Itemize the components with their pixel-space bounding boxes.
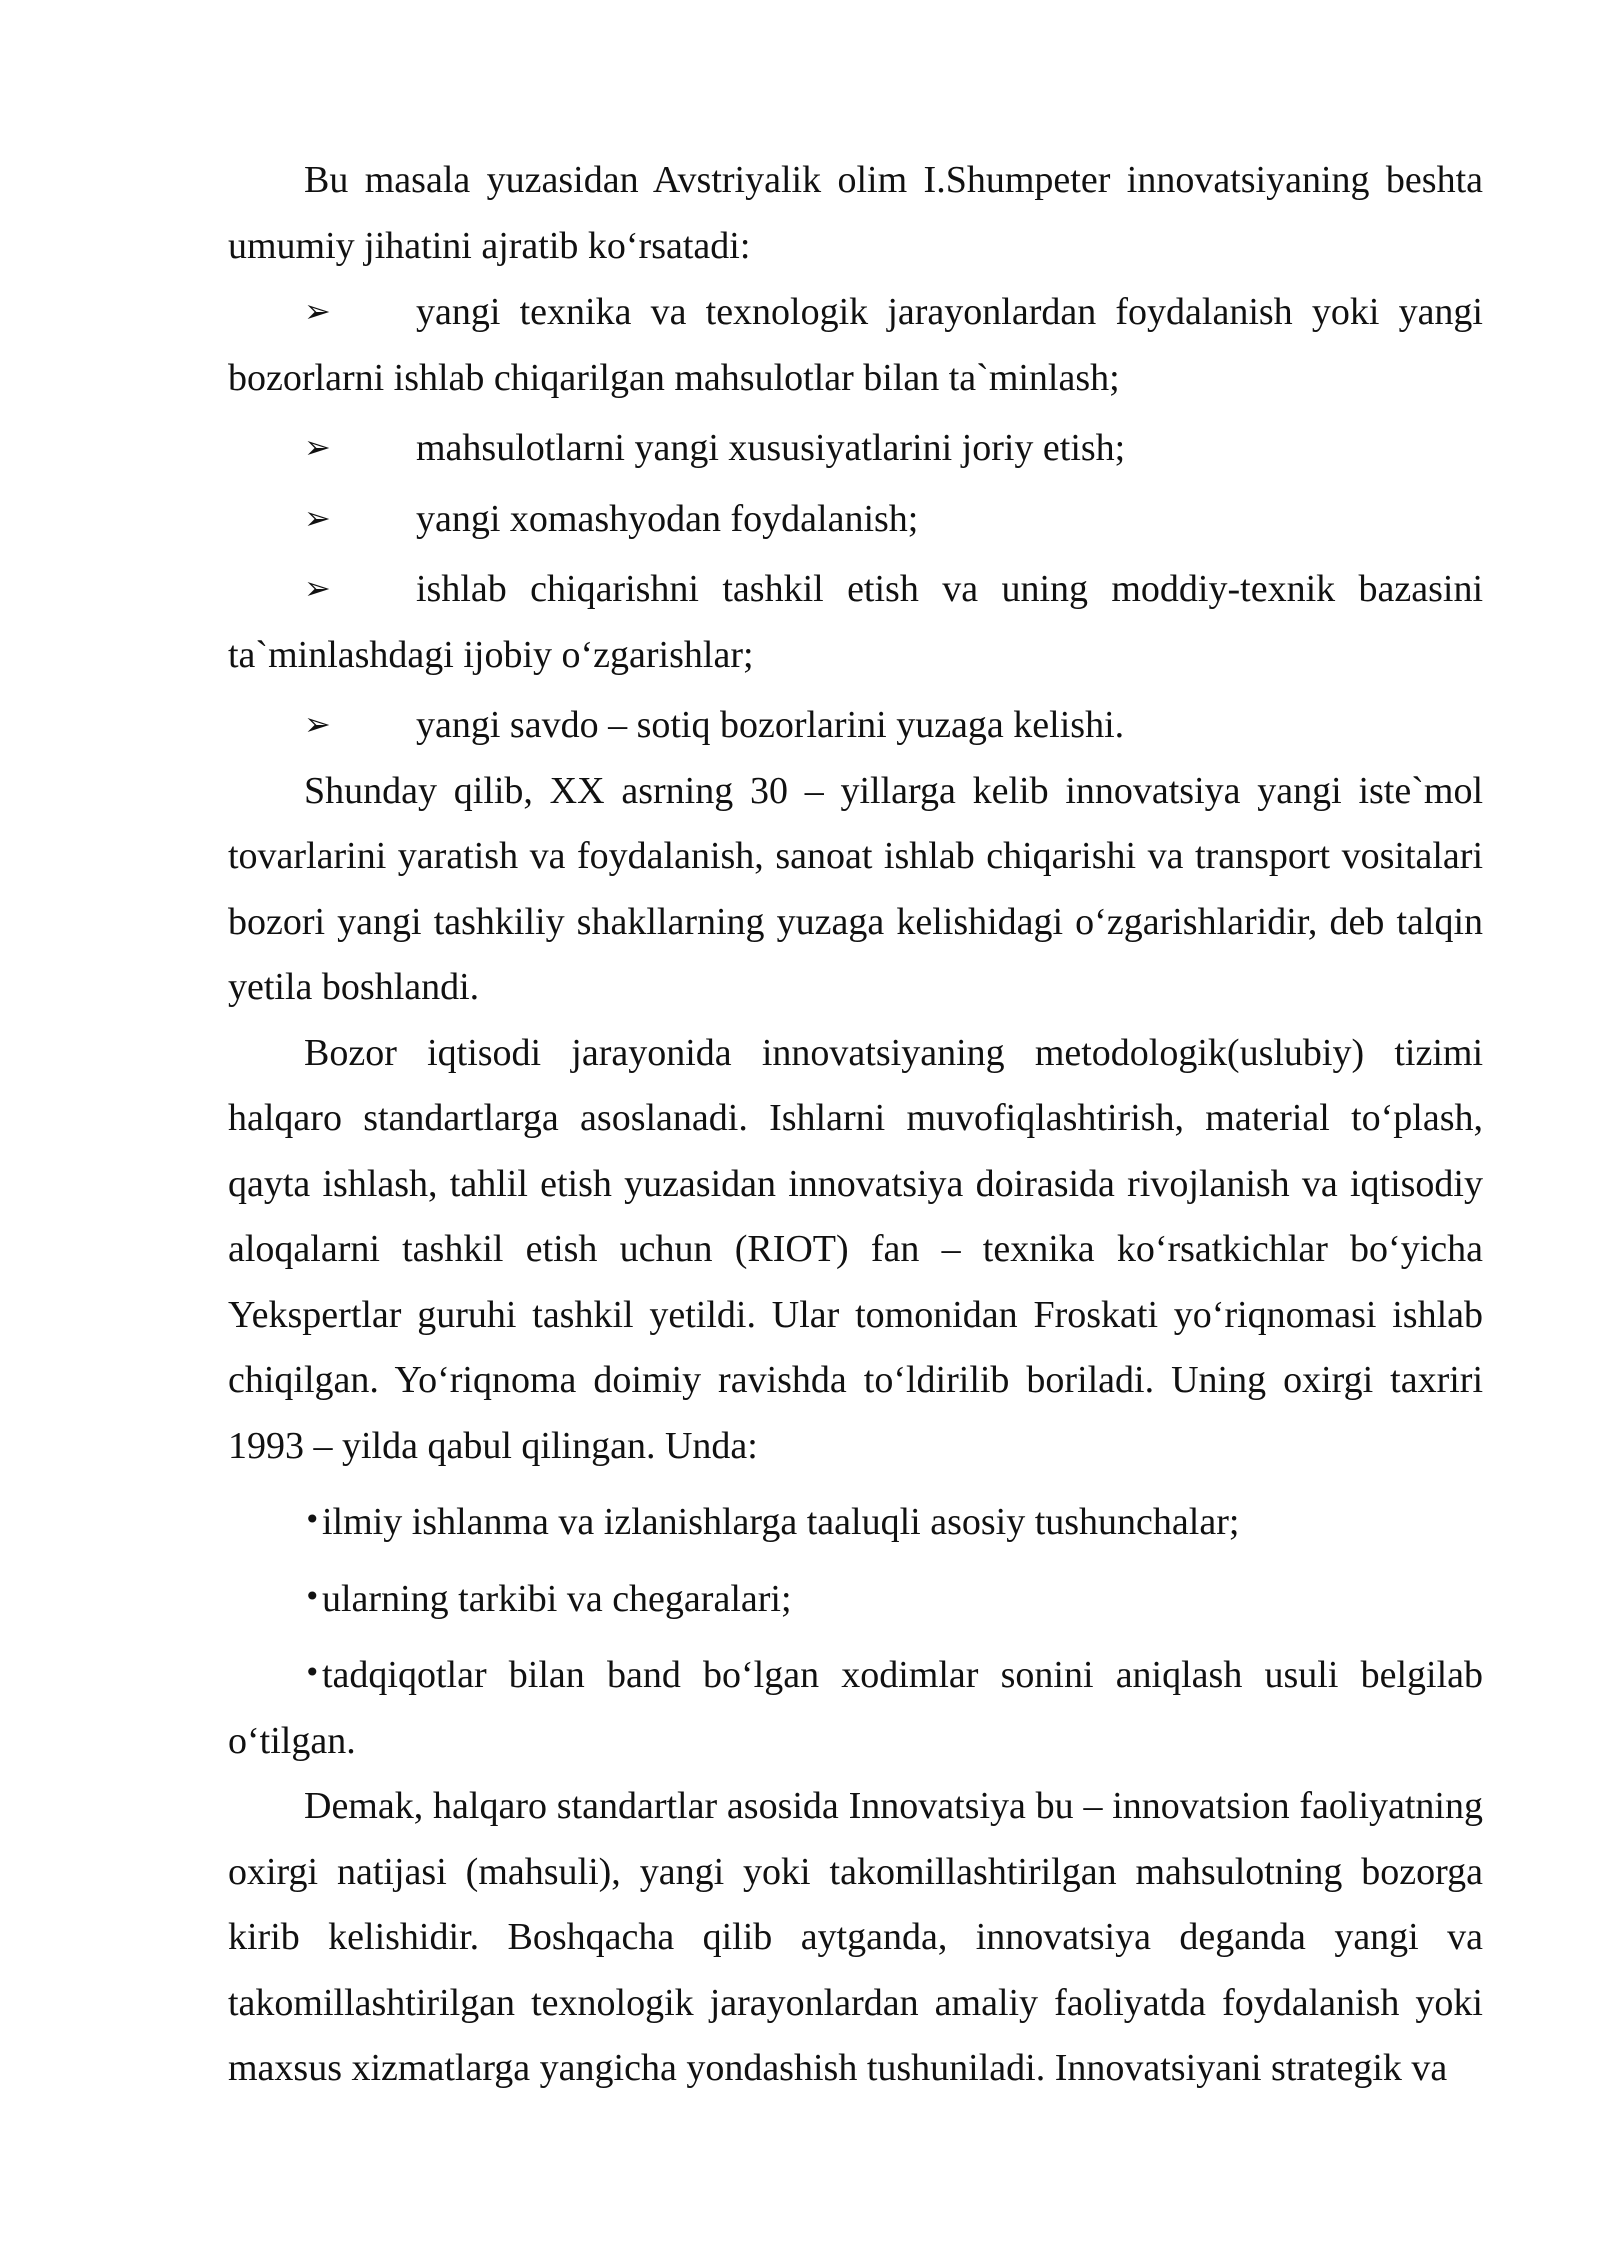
arrow-list-text: yangi savdo – sotiq bozorlarini yuzaga kelishi.: [416, 704, 1125, 746]
bullet-list-item: [228, 1564, 1483, 1633]
bullet-dot-icon: •: [304, 1656, 321, 1689]
arrow-bullet-icon: ➢: [304, 498, 331, 537]
arrow-list-item: [228, 415, 1483, 482]
arrow-list-text: mahsulotlarni yangi xususiyatlarini joriy etish;: [416, 427, 1126, 469]
arrow-list-text: ishlab chiqarishni tashkil etish va uning moddiy-texnik bazasini ta`minlashdagi ijobiy o‘zgarishlar;: [228, 568, 1483, 676]
arrow-bullet-icon: ➢: [304, 292, 331, 330]
bullet-list-text: ilmiy ishlanma va izlanishlarga taaluqli asosiy tushunchalar;: [322, 1501, 1240, 1543]
bullet-list-item: [228, 1487, 1483, 1556]
bullet-list-item: [228, 1640, 1483, 1774]
bullet-dot-icon: •: [304, 1503, 321, 1536]
arrow-list-text: yangi texnika va texnologik jarayonlardan foydalanish yoki yangi bozorlarni ishlab chiqarilgan mahsulotlar bilan ta`minlash;: [228, 291, 1483, 399]
arrow-list-item: [228, 692, 1483, 759]
arrow-bullet-icon: ➢: [304, 705, 331, 743]
arrow-bullet-icon: ➢: [304, 569, 331, 607]
paragraph-methodology: Bozor iqtisodi jarayonida innovatsiyaning metodologik(uslubiy) tizimi halqaro standartlarga asoslanadi. Ishlarni muvofiqlashtirish, material to‘plash, qayta ishlash, tahlil etish yuzasidan innovatsiya doirasida rivojlanish va iqtisodiy aloqalarni tashkil etish uchun (RIOT) fan – texnika ko‘rsatkichlar bo‘yicha Yekspertlar guruhi tashkil yetildi. Ular tomonidan Froskati yo‘riqnomasi ishlab chiqilgan. Yo‘riqnoma doimiy ravishda to‘ldirilib boriladi. Uning oxirgi taxriri 1993 – yilda qabul qilingan. Unda:: [228, 1031, 1483, 1467]
arrow-list-text: yangi xomashyodan foydalanish;: [416, 497, 919, 540]
paragraph-history: Shunday qilib, XX asrning 30 – yillarga kelib innovatsiya yangi iste`mol tovarlarini yaratish va foydalanish, sanoat ishlab chiqarishi va transport vositalari bozori yangi tashkiliy shakllarning yuzaga kelishidagi o‘zgarishlaridir, deb talqin yetila boshlandi.: [228, 769, 1483, 1008]
arrow-bullet-icon: ➢: [304, 428, 331, 466]
arrow-list-item: [228, 556, 1483, 688]
arrow-list-item: [228, 486, 1483, 553]
arrow-list-item: [228, 279, 1483, 411]
bullet-list-text: tadqiqotlar bilan band bo‘lgan xodimlar sonini aniqlash usuli belgilab o‘tilgan.: [228, 1654, 1483, 1762]
document-page: [228, 148, 1483, 2102]
paragraph-conclusion: Demak, halqaro standartlar asosida Innovatsiya bu – innovatsion faoliyatning oxirgi natijasi (mahsuli), yangi yoki takomillashtirilgan mahsulotning bozorga kirib kelishidir. Boshqacha qilib aytganda, innovatsiya deganda yangi va takomillashtirilgan texnologik jarayonlardan amaliy faoliyatda foydalanish yoki maxsus xizmatlarga yangicha yondashish tushuniladi. Innovatsiyani strategik va: [228, 1785, 1483, 2089]
bullet-dot-icon: •: [304, 1579, 321, 1613]
bullet-list-text: ularning tarkibi va chegaralari;: [322, 1577, 792, 1620]
paragraph-intro: Bu masala yuzasidan Avstriyalik olim I.Shumpeter innovatsiyaning beshta umumiy jihatini ajratib ko‘rsatadi:: [228, 159, 1483, 267]
